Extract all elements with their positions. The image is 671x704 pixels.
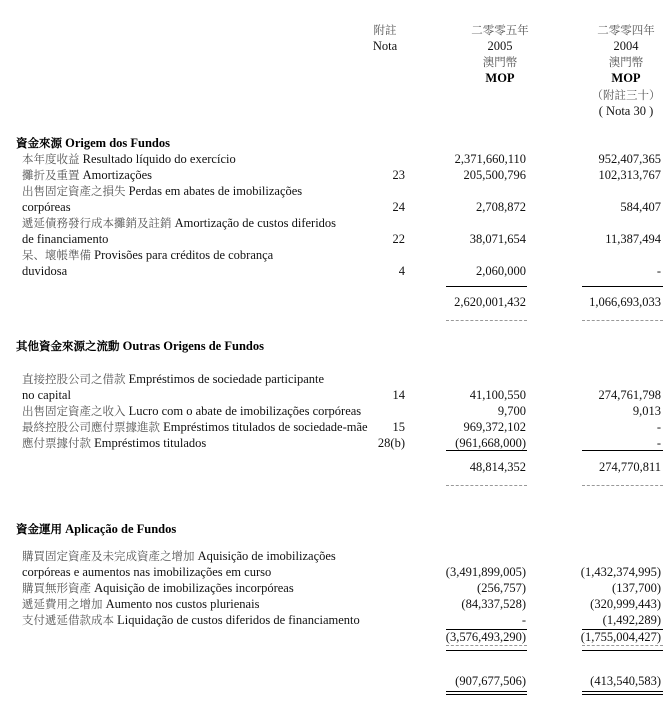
col2005-currency-zh: 澳門幣 — [482, 55, 518, 69]
col2004-currency: MOP — [611, 71, 641, 85]
line-item-label-pt: Aquisição de imobilizações incorpóreas — [94, 581, 294, 595]
line-item-2004: 584,407 — [620, 200, 661, 214]
line-item-label-pt: Perdas em abates de imobilizações — [128, 184, 303, 198]
col2005-year-zh: 二零零五年 — [471, 23, 529, 37]
line-item-label-zh: 應付票據付款 — [22, 436, 91, 450]
total-dashed-rule — [446, 485, 527, 486]
line-item-label — [22, 247, 273, 263]
line-item-label-zh: 直接控股公司之借款 — [22, 372, 126, 386]
section-heading-zh: 其他資金來源之流動 — [16, 339, 120, 353]
line-item-note: 22 — [392, 232, 405, 246]
line-item-2005: 2,060,000 — [476, 264, 526, 278]
total-dashed-rule — [582, 320, 663, 321]
line-item-label — [22, 371, 324, 387]
line-item-label-zh: 攤折及重置 — [22, 168, 80, 182]
line-item-2005: 2,371,660,110 — [454, 152, 526, 166]
line-item-label-zh: 出售固定資產之損失 — [22, 184, 126, 198]
line-item-2004: 102,313,767 — [598, 168, 661, 182]
line-item-note: 14 — [392, 388, 405, 402]
section-heading-pt: Outras Origens de Fundos — [122, 339, 264, 353]
line-item-label-cont: corpóreas — [22, 200, 71, 214]
line-item-label-pt: Empréstimos titulados de sociedade-mãe — [163, 420, 368, 434]
line-item-label-pt: Lucro com o abate de imobilizações corpóreas — [128, 404, 362, 418]
line-item-label — [22, 183, 302, 199]
line-item-2005: (3,491,899,005) — [445, 565, 526, 579]
total-dashed-rule — [582, 645, 663, 646]
line-item-label — [22, 435, 206, 451]
line-item-2004: (137,700) — [612, 581, 661, 595]
section-heading-zh: 資金來源 — [16, 136, 62, 150]
total-dashed-rule — [446, 320, 527, 321]
line-item-label — [22, 215, 336, 231]
line-item-2004: - — [656, 264, 661, 278]
double-underline — [446, 694, 527, 695]
line-item-label-zh: 支付遞延借款成本 — [22, 613, 114, 627]
line-item-note: 23 — [392, 168, 405, 182]
line-item-2005: 9,700 — [497, 404, 526, 418]
double-underline — [582, 694, 663, 695]
section-heading-pt: Aplicação de Fundos — [65, 522, 177, 536]
line-item-2005: (256,757) — [477, 581, 526, 595]
line-item-label — [22, 151, 236, 167]
line-item-label-zh: 出售固定資產之收入 — [22, 404, 126, 418]
col2004-note-zh: （附註三十） — [591, 88, 661, 102]
col2004-currency-zh: 澳門幣 — [608, 55, 644, 69]
line-item-note: 28(b) — [377, 436, 405, 450]
line-item-label-pt: Empréstimos de sociedade participante — [128, 372, 325, 386]
line-item-2004: - — [656, 436, 661, 450]
line-item-label-zh: 呆、壞帳準備 — [22, 248, 91, 262]
line-item-label-pt: Empréstimos titulados — [94, 436, 207, 450]
line-item-label-cont: no capital — [22, 388, 71, 402]
line-item-2005: 969,372,102 — [463, 420, 526, 434]
section-total-2004: 1,066,693,033 — [589, 295, 661, 309]
line-item-label-zh: 本年度收益 — [22, 152, 80, 166]
line-item-2004: 9,013 — [632, 404, 661, 418]
col2004-note-pt: ( Nota 30 ) — [598, 104, 654, 118]
line-item-label — [22, 580, 294, 596]
col2005-currency: MOP — [485, 71, 515, 85]
line-item-note: 24 — [392, 200, 405, 214]
section-total-2005: 2,620,001,432 — [454, 295, 526, 309]
section-total-2004: 274,770,811 — [598, 460, 661, 474]
line-item-label-pt: Aumento nos custos plurienais — [105, 597, 260, 611]
line-item-label-pt: Resultado líquido do exercício — [82, 152, 236, 166]
line-item-2005: (84,337,528) — [461, 597, 526, 611]
subtotal-rule — [582, 286, 663, 287]
line-item-2004: 952,407,365 — [598, 152, 661, 166]
section-heading — [16, 521, 176, 537]
line-item-note: 4 — [398, 264, 405, 278]
line-item-label-pt: Amortizações — [82, 168, 153, 182]
line-item-2004: (320,999,443) — [590, 597, 661, 611]
total-rule — [446, 650, 527, 651]
line-item-label-pt: Amortização de custos diferidos — [174, 216, 337, 230]
line-item-2005: 41,100,550 — [469, 388, 526, 402]
line-item-2004: (1,432,374,995) — [580, 565, 661, 579]
total-dashed-rule — [446, 645, 527, 646]
section-total-2005: (3,576,493,290) — [445, 630, 526, 644]
line-item-label-zh: 購買無形資產 — [22, 581, 91, 595]
line-item-2004: (1,492,289) — [602, 613, 661, 627]
double-underline — [582, 691, 663, 692]
line-item-label-cont: corpóreas e aumentos nas imobilizações em curso — [22, 565, 272, 579]
line-item-2005: - — [521, 613, 526, 627]
section-total-2004: (1,755,004,427) — [580, 630, 661, 644]
line-item-label-pt: Aquisição de imobilizações — [197, 549, 336, 563]
line-item-note: 15 — [392, 420, 405, 434]
line-item-2005: 2,708,872 — [476, 200, 526, 214]
line-item-label-pt: Liquidação de custos diferidos de financiamento — [117, 613, 360, 627]
line-item-label — [22, 596, 259, 612]
line-item-2004: - — [656, 420, 661, 434]
subtotal-rule — [582, 450, 663, 451]
line-item-label-zh: 遞延費用之增加 — [22, 597, 103, 611]
net-total-2005: (907,677,506) — [455, 674, 526, 688]
section-heading-zh: 資金運用 — [16, 522, 62, 536]
line-item-label — [22, 419, 368, 435]
section-heading — [16, 338, 264, 354]
total-dashed-rule — [582, 485, 663, 486]
net-total-2004: (413,540,583) — [590, 674, 661, 688]
line-item-2005: 205,500,796 — [463, 168, 526, 182]
total-rule — [582, 650, 663, 651]
line-item-2005: (961,668,000) — [455, 436, 526, 450]
line-item-2004: 11,387,494 — [605, 232, 661, 246]
subtotal-rule — [446, 286, 527, 287]
note-header-zh: 附註 — [373, 23, 397, 37]
line-item-label-cont: de financiamento — [22, 232, 109, 246]
line-item-label — [22, 403, 361, 419]
line-item-2004: 274,761,798 — [598, 388, 661, 402]
line-item-label-zh: 最終控股公司應付票據進款 — [22, 420, 160, 434]
col2004-year: 2004 — [613, 39, 639, 53]
section-total-2005: 48,814,352 — [469, 460, 526, 474]
col2005-year: 2005 — [487, 39, 513, 53]
line-item-label-zh: 遞延債務發行成本攤銷及註銷 — [22, 216, 172, 230]
double-underline — [446, 691, 527, 692]
line-item-label-pt: Provisões para créditos de cobrança — [94, 248, 274, 262]
line-item-label-cont: duvidosa — [22, 264, 68, 278]
subtotal-rule — [446, 450, 527, 451]
line-item-2005: 38,071,654 — [469, 232, 526, 246]
line-item-label — [22, 167, 152, 183]
section-heading-pt: Origem dos Fundos — [65, 136, 171, 150]
line-item-label-zh: 購買固定資產及未完成資產之增加 — [22, 549, 195, 563]
col2004-year-zh: 二零零四年 — [597, 23, 655, 37]
section-heading — [16, 135, 170, 151]
line-item-label — [22, 548, 336, 564]
line-item-label — [22, 612, 360, 628]
note-header-pt: Nota — [372, 39, 398, 53]
